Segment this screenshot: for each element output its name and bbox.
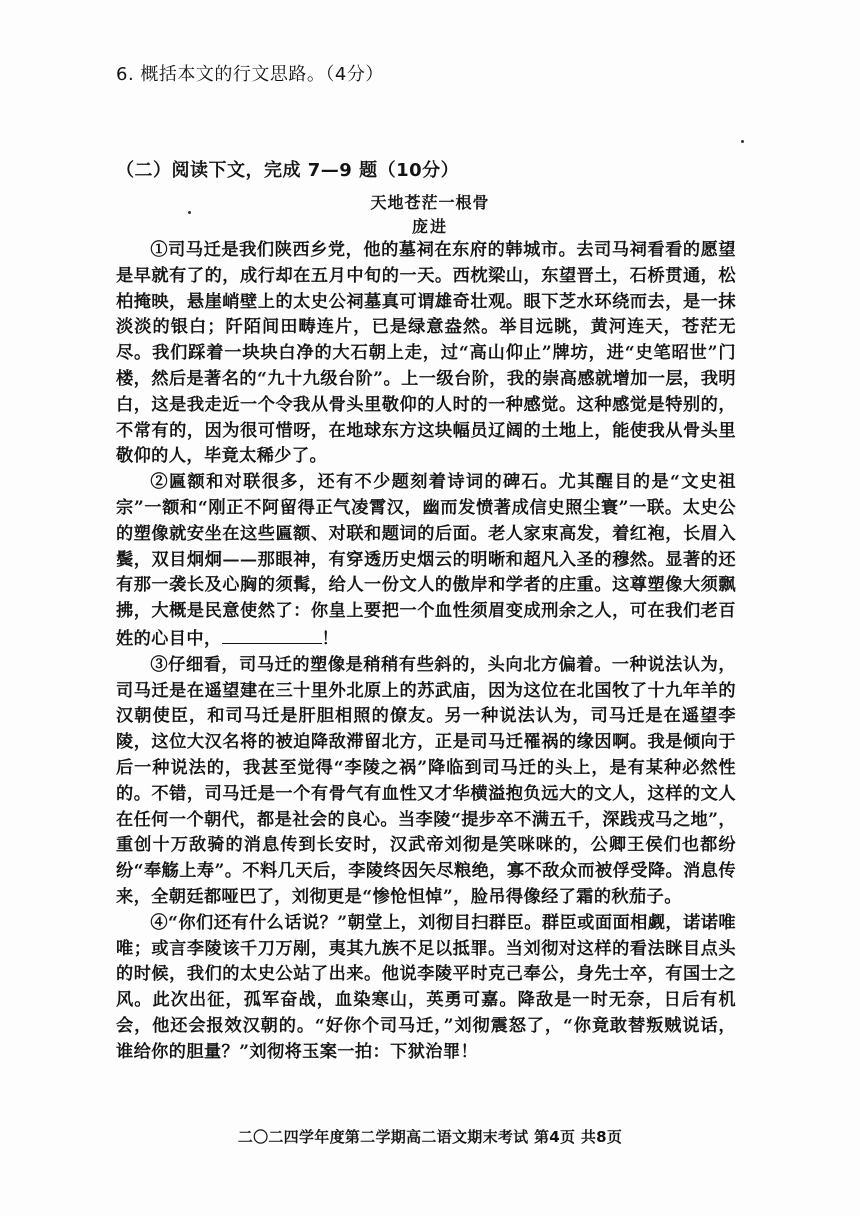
paragraph-3 xyxy=(116,653,736,911)
scan-speck xyxy=(741,140,744,143)
paragraph-text: ②匾额和对联很多，还有不少题刻着诗词的碑石。尤其醒目的是“文史祖宗”一额和“刚正不阿留得正气凌霄汉，幽而发愤著成信史照尘寰”一联。太史公的塑像就安坐在这些匾额、对联和题词的后面。老人家束高发，着红袍，长眉入鬓，双目炯炯——那眼神，有穿透历史烟云的明晰和超凡入圣的穆然。显著的还有那一袭长及心胸的须髯，给人一份文人的傲岸和学者的庄重。这尊塑像大须飘拂，大概是民意使然了：你皇上要把一个血性须眉变成刑余之人，可在我们老百姓的心目中， xyxy=(116,472,736,649)
paragraph-text: ①司马迁是我们陕西乡党，他的墓祠在东府的韩城市。去司马祠看看的愿望是早就有了的，成行却在五月中旬的一天。西枕梁山，东望晋土，石桥贯通，松柏掩映，悬崖峭壁上的太史公祠墓真可谓雄奇壮观。眼下芝水环绕而去，是一抹淡淡的银白；阡陌间田畴连片，已是绿意盎然。举目远眺，黄河连天，苍茫无尽。我们踩着一块块白净的大石朝上走，过“高山仰止”牌坊，进“史笔昭世”门楼，然后是著名的“九十九级台阶”。上一级台阶，我的崇高感就增加一层，我明白，这是我走近一个令我从骨头里敬仰的人时的一种感觉。这种感觉是特别的，不常有的，因为很可惜呀，在地球东方这块幅员辽阔的土地上，能使我从骨头里敬仰的人，毕竟太稀少了。 xyxy=(116,240,736,467)
paragraph-1 xyxy=(116,238,736,470)
article-body xyxy=(116,238,736,1066)
page-footer: 二〇二四学年度第二学期高二语文期末考试 第4页 共8页 xyxy=(237,1128,623,1146)
paragraph-2 xyxy=(116,470,736,653)
paragraph-text-end: ！ xyxy=(321,628,340,649)
article-author: 庞进 xyxy=(411,217,448,236)
section-heading: （二）阅读下文，完成 7—9 题（10分） xyxy=(116,160,460,181)
paragraph-text: ④“你们还有什么话说？”朝堂上，刘彻目扫群臣。群臣或面面相觑，诺诺唯唯；或言李陵该千刀万剐，夷其九族不足以抵罪。当刘彻对这样的看法眯目点头的时候，我们的太史公站了出来。他说李陵平时克己奉公，身先士卒，有国士之风。此次出征，孤军奋战，血染寒山，英勇可嘉。降敌是一时无奈，日后有机会，他还会报效汉朝的。“好你个司马迁，”刘彻震怒了，“你竟敢替叛贼说话，谁给你的胆量？”刘彻将玉案一拍：下狱治罪！ xyxy=(116,912,736,1062)
article-title: 天地苍茫一根骨 xyxy=(370,193,490,212)
question-6: 6. 概括本文的行文思路。（4分） xyxy=(116,64,384,85)
paragraph-4 xyxy=(116,911,736,1066)
fill-in-blank[interactable] xyxy=(222,625,322,644)
scan-speck xyxy=(188,211,191,214)
paragraph-text: ③仔细看，司马迁的塑像是稍稍有些斜的，头向北方偏着。一种说法认为，司马迁是在遥望建在三十里外北原上的苏武庙，因为这位在北国牧了十九年羊的汉朝使臣，和司马迁是肝胆相照的僚友。另一种说法认为，司马迁是在遥望李陵，这位大汉名将的被迫降敌滞留北方，正是司马迁罹祸的缘因啊。我是倾向于后一种说法的，我甚至觉得“李陵之祸”降临到司马迁的头上，是有某种必然性的。不错，司马迁是一个有骨气有血性又才华横溢抱负远大的文人，这样的文人在任何一个朝代，都是社会的良心。当李陵“提步卒不满五千，深践戎马之地”，重创十万敌骑的消息传到长安时，汉武帝刘彻是笑咪咪的，公卿王侯们也都纷纷“奉觞上寿”。不料几天后，李陵终因矢尽粮绝，寡不敌众而被俘受降。消息传来，全朝廷都哑巴了，刘彻更是“惨怆怛悼”，脸吊得像经了霜的秋茄子。 xyxy=(116,654,736,907)
